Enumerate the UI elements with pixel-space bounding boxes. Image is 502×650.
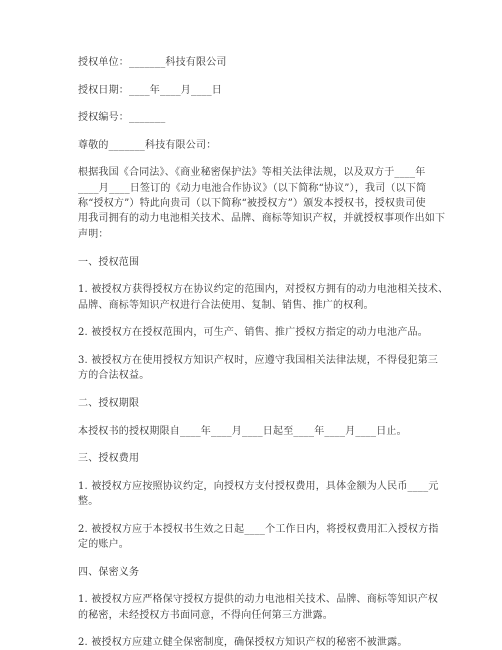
scope-item-1-line-1: 1. 被授权方获得授权方在协议约定的范围内，对授权方拥有的动力电池相关技术、 [78,284,449,295]
scope-item-3-line-1: 3. 被授权方在使用授权方知识产权时，应遵守我国相关法律法规，不得侵犯第三 [78,355,439,366]
scope-item-3-line-2: 方的合法权益。 [78,370,150,381]
fee-item-1-line-2: 整。 [78,496,99,507]
scope-item-1-line-2: 品牌、商标等知识产权进行合法使用、复制、销售、推广的权利。 [78,300,374,311]
confidentiality-item-1-line-1: 1. 被授权方应严格保守授权方提供的动力电池相关技术、品牌、商标等知识产权 [78,594,439,605]
fee-item-2-line-1: 2. 被授权方应于本授权书生效之日起____个工作日内，将授权费用汇入授权方指 [78,524,439,535]
fee-item-1-line-1: 1. 被授权方应按照协议约定，向授权方支付授权费用，具体金额为人民币____元 [78,481,439,492]
authorization-number-line: 授权编号：_______ [78,112,166,123]
intro-line-2: ____月____日签订的《动力电池合作协议》（以下简称“协议”），我司（以下简 [78,183,427,194]
scope-item-2: 2. 被授权方在授权范围内，可生产、销售、推广授权方指定的动力电池产品。 [78,327,428,338]
section-heading-term: 二、授权期限 [78,398,140,409]
intro-line-5: 声明： [78,229,109,240]
section-heading-confidentiality: 四、保密义务 [78,567,140,578]
salutation: 尊敬的_______科技有限公司： [78,140,217,151]
intro-line-1: 根据我国《合同法》、《商业秘密保护法》等相关法律法规，以及双方于____年 [78,167,426,178]
confidentiality-item-2: 2. 被授权方应建立健全保密制度，确保授权方知识产权的秘密不被泄露。 [78,637,408,648]
term-item: 本授权书的授权期限自____年____月____日起至____年____月____日止。 [78,426,407,437]
authorizing-unit-line: 授权单位：_______科技有限公司 [78,57,227,68]
section-heading-scope: 一、授权范围 [78,257,140,268]
authorization-date-line: 授权日期：____年____月____日 [78,85,222,96]
section-heading-fee: 三、授权费用 [78,453,140,464]
intro-line-3: 称“授权方”）特此向贵司（以下简称“被授权方”）颁发本授权书，授权贵司使 [78,198,426,209]
fee-item-2-line-2: 定的账户。 [78,539,129,550]
intro-line-4: 用我司拥有的动力电池相关技术、品牌、商标等知识产权，并就授权事项作出如下 [78,213,446,224]
confidentiality-item-1-line-2: 的秘密，未经授权方书面同意，不得向任何第三方泄露。 [78,610,333,621]
